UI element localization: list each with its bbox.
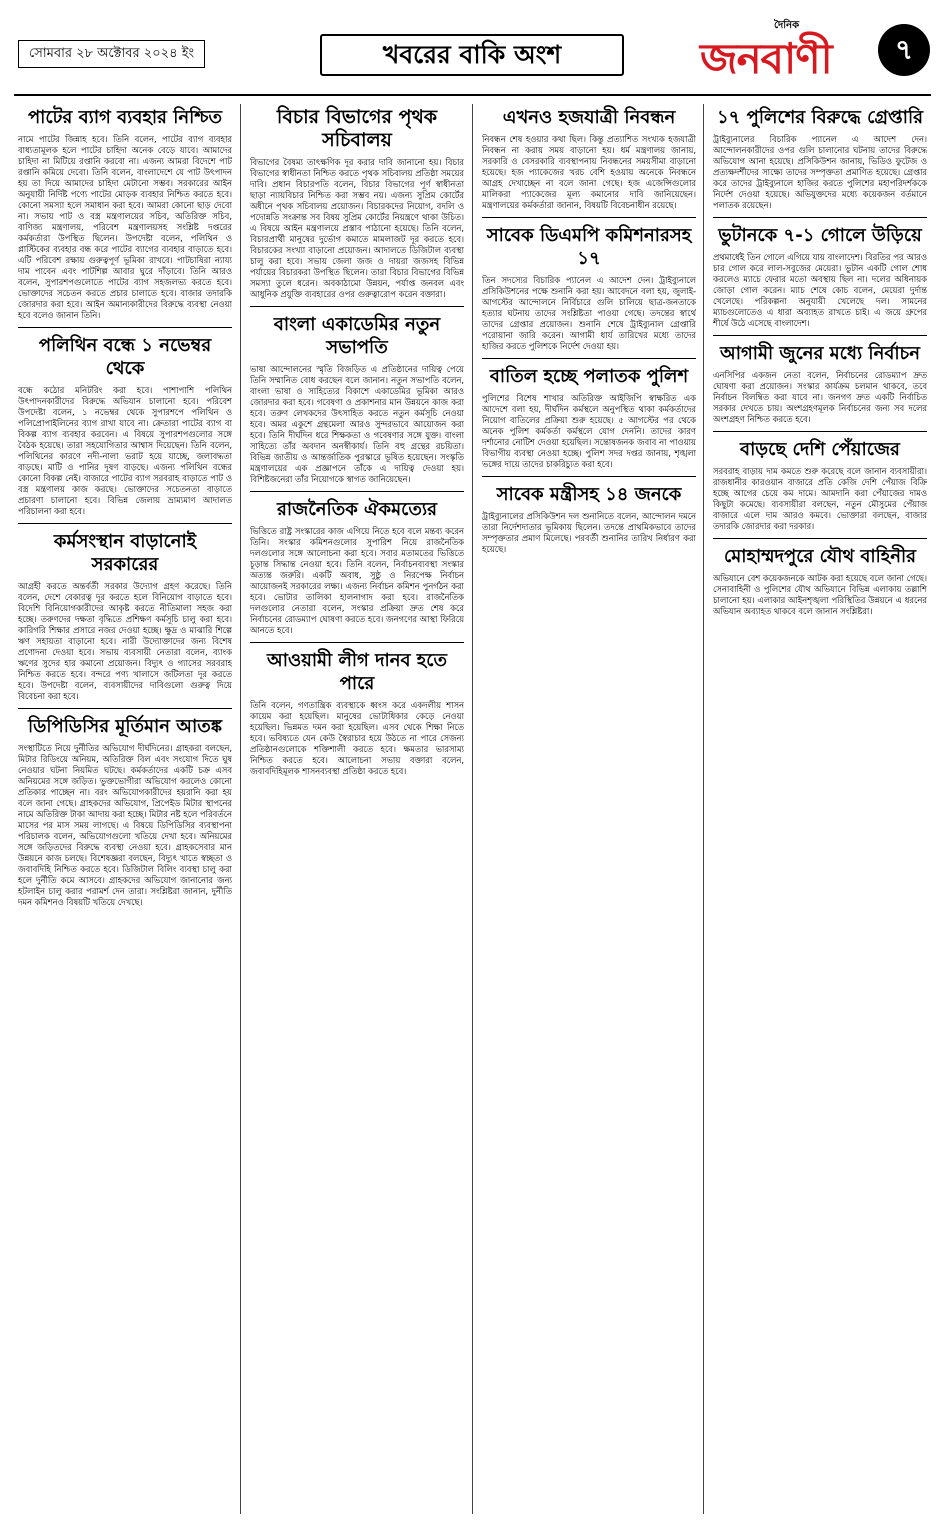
article-divider <box>713 538 927 539</box>
page-number: ৭ <box>878 24 930 76</box>
article-political-consensus <box>250 498 464 636</box>
column-1 <box>18 104 232 1514</box>
section-title: খবরের বাকি অংশ <box>320 34 624 76</box>
article-body: নিবন্ধন শেষ হওয়ার কথা ছিল। কিন্তু প্রত্যাশিত সংখ্যক হজযাত্রী নিবন্ধন না করায় সময় বাড়ানো হয়। ধর্ম মন্ত্রণালয় জানায়, সরকারি ও বেসরকারি ব্যবস্থাপনায় নিবন্ধনের সময়সীমা বাড়ানো হয়েছে। হজ প্যাকেজের খরচ বেশি হওয়ায় অনেকে নিবন্ধনে আগ্রহ দেখাচ্ছেন না বলে জানা গেছে। হজ এজেন্সিগুলোর মালিকরা প্যাকেজের মূল্য কমানোর দাবি জানিয়েছেন। মন্ত্রণালয়ের কর্মকর্তারা জানান, বিষয়টি বিবেচনাধীন রয়েছে। <box>482 134 696 210</box>
article-headline: আওয়ামী লীগ দানব হতে পারে <box>266 650 447 694</box>
article-divider <box>713 217 927 218</box>
article-headline: বাড়ছে দেশি পেঁয়াজের <box>740 439 900 460</box>
article-bangla-academy <box>250 313 464 485</box>
article-polythene-ban <box>18 334 232 517</box>
article-body: আগ্রহী করতে অন্তর্বর্তী সরকার উদ্যোগ গ্রহণ করেছে। তিনি বলেন, দেশে বেকারত্ব দূর করতে হলে বিনিয়োগ বাড়াতে হবে। বিদেশি বিনিয়োগকারীদের আকৃষ্ট করতে নীতিমালা সহজ করা হচ্ছে। তরুণদের দক্ষতা বৃদ্ধিতে প্রশিক্ষণ কর্মসূচি চালু করা হবে। কারিগরি শিক্ষার প্রসারে নজর দেওয়া হচ্ছে। ক্ষুদ্র ও মাঝারি শিল্পে ঋণ সহায়তা বাড়ানো হবে। নারী উদ্যোক্তাদের জন্য বিশেষ প্রণোদনা দেওয়া হবে। সভায় ব্যবসায়ী নেতারা বলেন, ব্যাংক ঋণের সুদের হার কমানো প্রয়োজন। বিদ্যুৎ ও গ্যাসের সরবরাহ নিশ্চিত করতে হবে। বন্দরে পণ্য খালাসে জটিলতা দূর করতে হবে। উপদেষ্টা বলেন, ব্যবসায়ীদের দাবিগুলো গুরুত্ব দিয়ে বিবেচনা করা হবে। <box>18 581 232 701</box>
article-headline: মোহাম্মদপুরে যৌথ বাহিনীর <box>723 546 917 567</box>
article-body: নামে পাটের জিন্নাহ হবে। তিনি বলেন, পাটের ব্যাগ ব্যবহার বাধ্যতামূলক হলে পাটের চাহিদা অনেক বেড়ে যাবে। আমাদের চাহিদা না মিটিয়ে রপ্তানি করবো না। এজন্য আমরা বিদেশে পাট রপ্তানি কমিয়ে দেবো। তিনি বলেন, বাংলাদেশে যে পাট উৎপাদন হয় তা দিয়ে আমাদের চাহিদা মেটানো সম্ভব। সরকারের আইন অনুযায়ী নির্দিষ্ট পণ্যে পাটের মোড়ক ব্যবহার নিশ্চিত করতে হবে। কোনো সমস্যা হলে সমাধান করা হবে। আমরা কোনো ছাড় দেবো না। সভায় পাট ও বস্ত্র মন্ত্রণালয়ের সচিব, অতিরিক্ত সচিব, বাণিজ্য মন্ত্রণালয়, পরিবেশ মন্ত্রণালয়সহ সংশ্লিষ্ট দপ্তরের কর্মকর্তারা উপস্থিত ছিলেন। উপদেষ্টা বলেন, পলিথিন ও প্লাস্টিকের ব্যবহার বন্ধ করে পাটের ব্যাগের ব্যবহার বাড়াতে হবে। এটি পরিবেশ রক্ষায় গুরুত্বপূর্ণ ভূমিকা রাখবে। পাটচাষিরা ন্যায্য দাম পাবেন এবং পাটশিল্প আবার ঘুরে দাঁড়াবে। তিনি আরও বলেন, সুপারশপগুলোতে পাটের ব্যাগ সহজলভ্য করতে হবে। ভোক্তাদের সচেতন করতে প্রচার চালাতে হবে। বাজার তদারকি জোরদার করা হবে। আইন অমান্যকারীদের বিরুদ্ধে ব্যবস্থা নেওয়া হবে বলেও জানান তিনি। <box>18 134 232 320</box>
article-divider <box>18 708 232 709</box>
article-headline: ডিপিডিসির মূর্তিমান আতঙ্ক <box>27 716 222 737</box>
article-headline: ১৭ পুলিশের বিরুদ্ধে গ্রেপ্তারি <box>716 107 923 128</box>
article-bhutan-football <box>713 224 927 329</box>
article-election-june <box>713 342 927 425</box>
newspaper-logo <box>700 18 875 84</box>
article-headline: এখনও হজযাত্রী নিবন্ধন <box>502 107 676 128</box>
article-headline: সাবেক ডিএমপি কমিশনারসহ ১৭ <box>486 225 692 269</box>
article-body: পুলিশের বিশেষ শাখার অতিরিক্ত আইজিপি স্বাক্ষরিত এক আদেশে বলা হয়, দীর্ঘদিন কর্মস্থলে অনুপস্থিত থাকা কর্মকর্তাদের নিয়োগ বাতিলের প্রক্রিয়া শুরু হয়েছে। ৫ আগস্টের পর থেকে অনেক পুলিশ কর্মকর্তা কর্মস্থলে যোগ দেননি। তাদের কারণ দর্শানোর নোটিশ দেওয়া হয়েছিল। সন্তোষজনক জবাব না পাওয়ায় বিভাগীয় ব্যবস্থা নেওয়া হচ্ছে। পুলিশ সদর দপ্তর জানায়, শৃঙ্খলা ভঙ্গের দায়ে তাদের চাকরিচ্যুত করা হবে। <box>482 393 696 469</box>
column-2 <box>250 104 464 1514</box>
article-jute-bag <box>18 106 232 321</box>
article-body: সরবরাহ বাড়ায় দাম কমতে শুরু করেছে বলে জানান ব্যবসায়ীরা। রাজধানীর কারওয়ান বাজারে প্রতি কেজি দেশি পেঁয়াজ বিক্রি হচ্ছে আগের চেয়ে কম দামে। আমদানি করা পেঁয়াজের দামও কিছুটা কমেছে। ব্যবসায়ীরা বলছেন, নতুন মৌসুমের পেঁয়াজ বাজারে এলে দাম আরও কমবে। ভোক্তারা বলছেন, বাজার তদারকি জোরদার করা দরকার। <box>713 466 927 531</box>
article-body: ট্রাইব্যুনালের প্রসিকিউশন দল শুনানিতে বলেন, আন্দোলন দমনে তারা নির্দেশদাতার ভূমিকায় ছিলেন। তদন্তে প্রাথমিকভাবে তাদের সম্পৃক্ততার প্রমাণ মিলেছে। পরবর্তী শুনানির তারিখ নির্ধারণ করা হয়েছে। <box>482 511 696 554</box>
article-body: তিনি বলেন, গণতান্ত্রিক ব্যবস্থাকে ধ্বংস করে একদলীয় শাসন কায়েম করা হয়েছিল। মানুষের ভোটাধিকার কেড়ে নেওয়া হয়েছিল। ভিন্নমত দমন করা হয়েছিল। এসব থেকে শিক্ষা নিতে হবে। ভবিষ্যতে যেন কেউ স্বৈরাচার হয়ে উঠতে না পারে সেজন্য প্রতিষ্ঠানগুলোকে শক্তিশালী করতে হবে। ক্ষমতার ভারসাম্য নিশ্চিত করতে হবে। আলোচনা সভায় বক্তারা বলেন, জবাবদিহিমূলক শাসনব্যবস্থা প্রতিষ্ঠা করতে হবে। <box>250 700 464 776</box>
article-police-warrant <box>713 106 927 211</box>
article-dmp-commissioner <box>482 224 696 352</box>
article-headline: বাতিল হচ্ছে পলাতক পুলিশ <box>489 366 689 387</box>
article-body: এনসিপির একজন নেতা বলেন, নির্বাচনের রোডম্যাপ দ্রুত ঘোষণা করা প্রয়োজন। সংস্কার কার্যক্রম চলমান থাকবে, তবে নির্বাচন বিলম্বিত করা যাবে না। জনগণ দ্রুত একটি নির্বাচিত সরকার দেখতে চায়। অংশগ্রহণমূলক নির্বাচনের জন্য সব দলের অংশগ্রহণ নিশ্চিত করতে হবে। <box>713 370 927 424</box>
article-absconding-police <box>482 365 696 470</box>
article-body: ভাষা আন্দোলনের স্মৃতি বিজড়িত এ প্রতিষ্ঠানের দায়িত্ব পেয়ে তিনি সম্মানিত বোধ করছেন বলে জানান। নতুন সভাপতি বলেন, বাংলা ভাষা ও সাহিত্যের বিকাশে একাডেমির ভূমিকা আরও জোরদার করা হবে। গবেষণা ও প্রকাশনার মান উন্নয়নে কাজ করা হবে। তরুণ লেখকদের উৎসাহিত করতে নতুন কর্মসূচি নেওয়া হবে। অমর একুশে গ্রন্থমেলা আরও সুন্দরভাবে আয়োজন করা হবে। তিনি দীর্ঘদিন ধরে শিক্ষকতা ও গবেষণার সঙ্গে যুক্ত। বাংলা সাহিত্যে তাঁর অবদান অনস্বীকার্য। তিনি বহু গ্রন্থের রচয়িতা। বিভিন্ন জাতীয় ও আন্তর্জাতিক পুরস্কারে ভূষিত হয়েছেন। সংস্কৃতি মন্ত্রণালয়ের এক প্রজ্ঞাপনে তাঁকে এ দায়িত্ব দেওয়া হয়। বিশিষ্টজনেরা তাঁর নিয়োগকে স্বাগত জানিয়েছেন। <box>250 364 464 484</box>
column-divider <box>472 104 473 1514</box>
article-divider <box>713 335 927 336</box>
article-body: প্রথমার্ধেই তিন গোলে এগিয়ে যায় বাংলাদেশ। বিরতির পর আরও চার গোল করে লাল-সবুজের মেয়েরা। ভুটান একটি গোল শোধ করলেও ম্যাচে ফেরার মতো অবস্থায় ছিল না। দলের অধিনায়ক জোড়া গোল করেন। ম্যাচ শেষে কোচ বলেন, মেয়েরা দুর্দান্ত খেলেছে। পরিকল্পনা অনুযায়ী খেলেছে দল। সামনের ম্যাচগুলোতেও এ ধারা অব্যাহত রাখতে চাই। এ জয়ে গ্রুপের শীর্ষে উঠে এসেছে বাংলাদেশ। <box>713 252 927 328</box>
column-4 <box>713 104 927 1514</box>
article-headline: আগামী জুনের মধ্যে নির্বাচন <box>719 343 921 364</box>
article-body: অভিযানে বেশ কয়েকজনকে আটক করা হয়েছে বলে জানা গেছে। সেনাবাহিনী ও পুলিশের যৌথ অভিযানে বিভিন্ন এলাকায় তল্লাশি চালানো হয়। এলাকার আইনশৃঙ্খলা পরিস্থিতির উন্নয়নে এ ধরনের অভিযান অব্যাহত থাকবে বলে জানান সংশ্লিষ্টরা। <box>713 573 927 616</box>
header-rule <box>14 94 931 96</box>
article-employment <box>18 530 232 702</box>
page-header <box>0 0 945 96</box>
article-body: বন্ধে কঠোর মনিটরিং করা হবে। পাশাপাশি পলিথিন উৎপাদনকারীদের বিরুদ্ধে অভিযান চালানো হবে। পরিবেশ উপদেষ্টা বলেন, ১ নভেম্বর থেকে সুপারশপে পলিথিন ও পলিপ্রোপাইলিনের ব্যাগ রাখা যাবে না। ক্রেতারা পাটের ব্যাগ বা বিকল্প ব্যাগ ব্যবহার করবেন। এ বিষয়ে সুপারশপগুলোর সঙ্গে বৈঠক হয়েছে। তারা সহযোগিতার আশ্বাস দিয়েছেন। তিনি বলেন, পলিথিনের কারণে নদী-নালা ভরাট হয়ে যাচ্ছে, জলাবদ্ধতা বাড়ছে। মাটি ও পানির দূষণ বাড়ছে। এজন্য পলিথিন বন্ধের কোনো বিকল্প নেই। বাজারে পাটের ব্যাগ সরবরাহ বাড়াতে পাট ও বস্ত্র মন্ত্রণালয় কাজ করছে। ভোক্তাদের সচেতনতা বাড়াতে প্রচারণা চালানো হবে। বিভিন্ন জেলায় ভ্রাম্যমাণ আদালত পরিচালনা করা হবে। <box>18 385 232 516</box>
article-divider <box>713 431 927 432</box>
article-divider <box>250 491 464 492</box>
logo-daily-text: দৈনিক <box>774 20 800 31</box>
article-awami-league <box>250 649 464 777</box>
article-headline: কর্মসংস্থান বাড়ানোই সরকারের <box>53 531 197 575</box>
date-label: সোমবার ২৮ অক্টোবর ২০২৪ ইং <box>18 40 205 68</box>
article-divider <box>482 476 696 477</box>
article-headline: ভুটানকে ৭-১ গোলে উড়িয়ে <box>718 225 922 246</box>
article-divider <box>482 217 696 218</box>
article-body: সংস্থাটিতে নিয়ে দুর্নীতির অভিযোগ দীর্ঘদিনের। গ্রাহকরা বলছেন, মিটার রিডিংয়ে অনিয়ম, অতিরিক্ত বিল এবং সংযোগ দিতে ঘুষ নেওয়ার ঘটনা নিয়মিত ঘটছে। কর্মকর্তাদের একটি চক্র এসব অনিয়মের সঙ্গে জড়িত। ভুক্তভোগীরা অভিযোগ করলেও কোনো প্রতিকার পাচ্ছেন না। বরং অভিযোগকারীদের হয়রানি করা হয় বলে জানা গেছে। গ্রাহকদের অভিযোগ, প্রিপেইড মিটার স্থাপনের নামে অতিরিক্ত টাকা আদায় করা হচ্ছে। মিটার নষ্ট হলে পরিবর্তনে মাসের পর মাস সময় লাগছে। এ বিষয়ে ডিপিডিসির ব্যবস্থাপনা পরিচালক বলেন, অভিযোগগুলো খতিয়ে দেখা হবে। অনিয়মের সঙ্গে জড়িতদের বিরুদ্ধে ব্যবস্থা নেওয়া হবে। গ্রাহকসেবার মান উন্নয়নে কাজ চলছে। বিশেষজ্ঞরা বলছেন, বিদ্যুৎ খাতে স্বচ্ছতা ও জবাবদিহি নিশ্চিত করতে হবে। ডিজিটাল বিলিং ব্যবস্থা চালু করা হলে দুর্নীতি কমে আসবে। গ্রাহকদের অভিযোগ জানানোর জন্য হটলাইন চালু করার পরামর্শ দেন তারা। সংশ্লিষ্টরা জানান, দুর্নীতি দমন কমিশনও বিষয়টি খতিয়ে দেখছে। <box>18 743 232 907</box>
article-headline: পলিথিন বন্ধে ১ নভেম্বর থেকে <box>38 335 212 379</box>
article-headline: রাজনৈতিক ঐকমত্যের <box>277 499 437 520</box>
article-judiciary <box>250 106 464 300</box>
article-joint-forces <box>713 545 927 617</box>
article-headline: পাটের ব্যাগ ব্যবহার নিশ্চিত <box>27 107 223 128</box>
column-3 <box>482 104 696 1514</box>
article-headline: সাবেক মন্ত্রীসহ ১৪ জনকে <box>496 484 682 505</box>
article-headline: বাংলা একাডেমির নতুন সভাপতি <box>273 314 441 358</box>
article-divider <box>250 642 464 643</box>
column-divider <box>240 104 241 1514</box>
article-body: তিন সদস্যের বিচারিক প্যানেল এ আদেশ দেন। ট্রাইব্যুনালে প্রসিকিউশনের পক্ষে শুনানি করা হয়। আবেদনে বলা হয়, জুলাই-আগস্টের আন্দোলনে নির্বিচারে গুলি চালিয়ে ছাত্র-জনতাকে হত্যার ঘটনায় তাদের সংশ্লিষ্টতা পাওয়া গেছে। তদন্তের স্বার্থে তাদের গ্রেপ্তার প্রয়োজন। শুনানি শেষে ট্রাইব্যুনাল গ্রেপ্তারি পরোয়ানা জারি করেন। আগামী ধার্য তারিখের মধ্যে তাদের হাজির করতে পুলিশকে নির্দেশ দেওয়া হয়। <box>482 275 696 351</box>
article-divider <box>18 327 232 328</box>
article-former-minister <box>482 483 696 555</box>
article-hajj <box>482 106 696 211</box>
logo-name-text: জনবাণী <box>700 34 832 83</box>
article-body: ট্রাইব্যুনালের বিচারিক প্যানেল এ আদেশ দেন। আন্দোলনকারীদের ওপর গুলি চালানোর ঘটনায় তাদের বিরুদ্ধে অভিযোগ আনা হয়েছে। প্রসিকিউশন জানায়, ভিডিও ফুটেজ ও প্রত্যক্ষদর্শীদের সাক্ষ্যে তাদের সম্পৃক্ততা প্রমাণিত হয়েছে। গ্রেপ্তার করে তাদের ট্রাইব্যুনালে হাজির করতে পুলিশের মহাপরিদর্শককে নির্দেশ দেওয়া হয়েছে। অভিযুক্তদের মধ্যে কয়েকজন বর্তমানে পলাতক রয়েছেন। <box>713 134 927 210</box>
article-body: ভিত্তিতে রাষ্ট্র সংস্কারের কাজ এগিয়ে নিতে হবে বলে মন্তব্য করেন তিনি। সংস্কার কমিশনগুলোর সুপারিশ নিয়ে রাজনৈতিক দলগুলোর সঙ্গে আলোচনা করা হবে। সবার মতামতের ভিত্তিতে চূড়ান্ত সিদ্ধান্ত নেওয়া হবে। তিনি বলেন, নির্বাচনব্যবস্থা সংস্কার অত্যন্ত জরুরি। একটি অবাধ, সুষ্ঠু ও নিরপেক্ষ নির্বাচন আয়োজনই সরকারের লক্ষ্য। এজন্য নির্বাচন কমিশন পুনর্গঠন করা হবে। ভোটার তালিকা হালনাগাদ করা হবে। রাজনৈতিক দলগুলোর নেতারা বলেন, সংস্কার প্রক্রিয়া দ্রুত শেষ করে নির্বাচনের রোডম্যাপ ঘোষণা করতে হবে। জনগণের আস্থা ফিরিয়ে আনতে হবে। <box>250 526 464 635</box>
article-onion-price <box>713 438 927 532</box>
article-divider <box>250 306 464 307</box>
column-divider <box>703 104 704 1514</box>
article-divider <box>482 358 696 359</box>
article-headline: বিচার বিভাগের পৃথক সচিবালয় <box>276 106 438 151</box>
article-divider <box>18 523 232 524</box>
article-dpdc <box>18 715 232 908</box>
article-body: বিভাগের বৈষম্য তাৎক্ষণিক দূর করার দাবি জানানো হয়। বিচার বিভাগের স্বাধীনতা নিশ্চিত করতে পৃথক সচিবালয় প্রতিষ্ঠা সময়ের দাবি। প্রধান বিচারপতি বলেন, বিচার বিভাগের পূর্ণ স্বাধীনতা ছাড়া ন্যায়বিচার নিশ্চিত করা সম্ভব নয়। এজন্য সুপ্রিম কোর্টের অধীনে পৃথক সচিবালয় প্রয়োজন। বিচারকদের নিয়োগ, বদলি ও পদোন্নতি সংক্রান্ত সব বিষয় সুপ্রিম কোর্টের নিয়ন্ত্রণে থাকা উচিত। এ বিষয়ে আইন মন্ত্রণালয়ে প্রস্তাব পাঠানো হয়েছে। তিনি বলেন, বিচারপ্রার্থী মানুষের দুর্ভোগ কমাতে মামলাজট দূর করতে হবে। বিচারকের সংখ্যা বাড়ানো প্রয়োজন। আদালতে ডিজিটাল ব্যবস্থা চালু করা হবে। সভায় জেলা জজ ও দায়রা জজসহ বিভিন্ন পর্যায়ের বিচারকরা উপস্থিত ছিলেন। তারা বিচার বিভাগের বিভিন্ন সমস্যা তুলে ধরেন। অবকাঠামো উন্নয়ন, পর্যাপ্ত জনবল এবং আধুনিক প্রযুক্তি ব্যবহারের ওপর গুরুত্বারোপ করেন বক্তারা। <box>250 157 464 299</box>
